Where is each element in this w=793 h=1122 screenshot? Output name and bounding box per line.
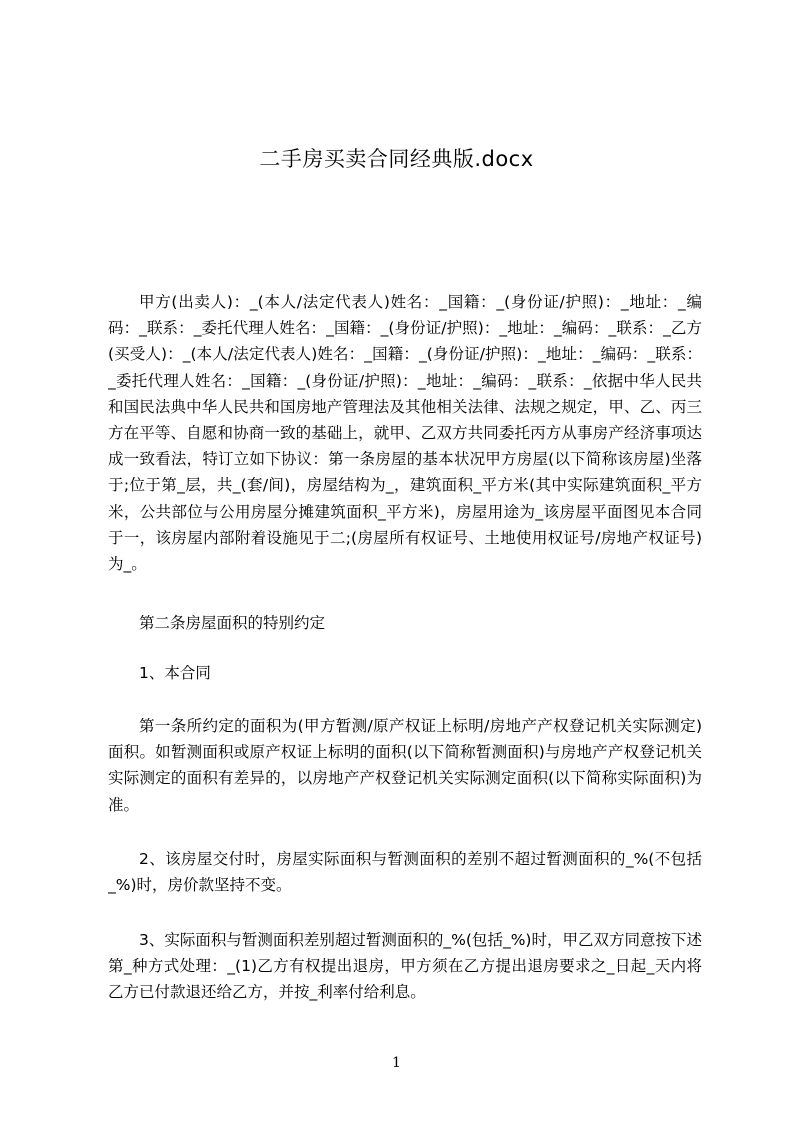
page-number: 1: [392, 1055, 401, 1071]
paragraph-article-2-heading: 第二条房屋面积的特别约定: [139, 614, 326, 632]
paragraph-item-3: 3、实际面积与暂测面积差别超过暂测面积的_%(包括_%)时，甲乙双方同意按下述第_种方式处理：_(1)乙方有权提出退房，甲方须在乙方提出退房要求之_日起_天内将乙方已付款退还给乙方，并按_利率付给利息。: [108, 931, 702, 1002]
paragraph-parties: 甲方(出卖人)：_(本人/法定代表人)姓名：_国籍：_(身份证/护照)：_地址：_编码：_联系：_委托代理人姓名：_国籍：_(身份证/护照)：_地址：_编码：_联系：_乙方(买受人)：_(本人/法定代表人)姓名：_国籍：_(身份证/护照)：_地址：_编码：_联系：_委托代理人姓名：_国籍：_(身份证/护照)：_地址：_编码：_联系：_依据中华人民共和国民法典中华人民共和国房地产管理法及其他相关法律、法规之规定，甲、乙、丙三方在平等、自愿和协商一致的基础上，就甲、乙双方共同委托丙方从事房产经济事项达成一致看法，特订立如下协议：第一条房屋的基本状况甲方房屋(以下简称该房屋)坐落于;位于第_层，共_(套/间)，房屋结构为_，建筑面积_平方米(其中实际建筑面积_平方米，公共部位与公用房屋分摊建筑面积_平方米)，房屋用途为_该房屋平面图见本合同于一，该房屋内部附着设施见于二;(房屋所有权证号、土地使用权证号/房地产权证号)为_。: [108, 293, 702, 574]
paragraph-item-2: 2、该房屋交付时，房屋实际面积与暂测面积的差别不超过暂测面积的_%(不包括_%)时，房价款坚持不变。: [108, 850, 702, 895]
paragraph-item-1: 1、本合同: [139, 664, 211, 682]
paragraph-area-definition: 第一条所约定的面积为(甲方暂测/原产权证上标明/房地产产权登记机关实际测定)面积。如暂测面积或原产权证上标明的面积(以下简称暂测面积)与房地产产权登记机关实际测定的面积有差异的，以房地产产权登记机关实际测定面积(以下简称实际面积)为准。: [108, 717, 702, 814]
document-title: 二手房买卖合同经典版.docx: [259, 147, 534, 171]
